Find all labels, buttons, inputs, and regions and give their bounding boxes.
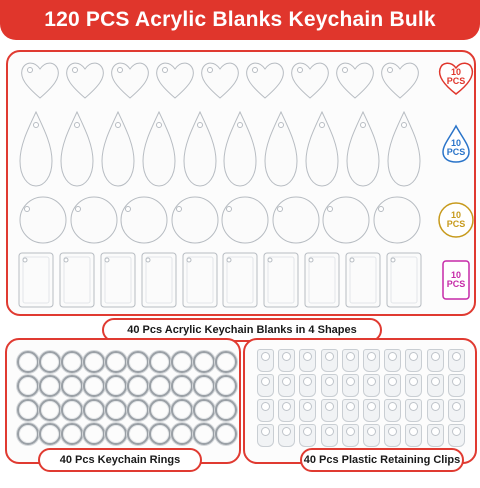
keychain-ring-icon — [171, 423, 193, 445]
retaining-clip-icon — [278, 374, 295, 397]
teardrop-blank — [141, 109, 177, 189]
retaining-clip-icon — [384, 349, 401, 372]
teardrop-blank — [386, 109, 422, 189]
keychain-ring-icon — [61, 399, 83, 421]
circle-blank — [18, 195, 68, 245]
rectangle-blank — [100, 252, 136, 308]
rectangle-blank — [59, 252, 95, 308]
retaining-clip-icon — [299, 374, 316, 397]
heart-blank — [108, 58, 152, 102]
keychain-ring-icon — [105, 423, 127, 445]
retaining-clip-icon — [363, 424, 380, 447]
keychain-ring-icon — [17, 399, 39, 421]
retaining-clip-icon — [427, 349, 444, 372]
rectangle-blank — [345, 252, 381, 308]
teardrop-blank — [222, 109, 258, 189]
teardrop-blank — [100, 109, 136, 189]
retaining-clip-icon — [384, 399, 401, 422]
heart-blank — [18, 58, 62, 102]
retaining-clip-icon — [257, 349, 274, 372]
circle-blank — [119, 195, 169, 245]
circle-blank — [321, 195, 371, 245]
retaining-clip-icon — [257, 374, 274, 397]
rectangle-blank — [222, 252, 258, 308]
keychain-ring-icon — [127, 399, 149, 421]
teardrop-blank — [182, 109, 218, 189]
keychain-ring-icon — [39, 399, 61, 421]
keychain-ring-icon — [61, 423, 83, 445]
heart-count-badge — [436, 58, 476, 98]
rectangle-blank — [386, 252, 422, 308]
rectangle-badge-label: 10 PCS — [446, 270, 466, 289]
retaining-clip-icon — [448, 424, 465, 447]
retaining-clip-icon — [448, 374, 465, 397]
retaining-clip-icon — [363, 399, 380, 422]
rectangle-count-badge — [436, 258, 476, 302]
keychain-ring-icon — [83, 399, 105, 421]
blanks-caption: 40 Pcs Acrylic Keychain Blanks in 4 Shapes — [102, 318, 382, 342]
keychain-ring-icon — [193, 351, 215, 373]
heart-blank — [198, 58, 242, 102]
keychain-ring-icon — [215, 399, 237, 421]
retaining-clip-icon — [342, 349, 359, 372]
keychain-ring-icon — [127, 375, 149, 397]
rectangle-blank — [263, 252, 299, 308]
keychain-ring-icon — [105, 375, 127, 397]
heart-blank — [153, 58, 197, 102]
retaining-clip-icon — [427, 424, 444, 447]
keychain-ring-icon — [149, 423, 171, 445]
teardrop-count-badge — [436, 124, 476, 164]
retaining-clip-icon — [278, 349, 295, 372]
keychain-ring-icon — [171, 375, 193, 397]
retaining-clip-icon — [427, 374, 444, 397]
rectangle-blanks-row — [18, 250, 422, 310]
keychain-ring-icon — [83, 351, 105, 373]
keychain-ring-icon — [149, 375, 171, 397]
retaining-clip-icon — [299, 424, 316, 447]
keychain-ring-icon — [61, 351, 83, 373]
rectangle-blank — [304, 252, 340, 308]
keychain-ring-icon — [127, 351, 149, 373]
keychain-ring-icon — [149, 351, 171, 373]
retaining-clip-icon — [321, 349, 338, 372]
keychain-ring-icon — [17, 375, 39, 397]
retaining-clip-icon — [342, 424, 359, 447]
retaining-clip-icon — [448, 349, 465, 372]
heart-badge-label: 10 PCS — [446, 67, 466, 86]
retaining-clip-icon — [448, 399, 465, 422]
title-banner — [0, 0, 480, 40]
circle-badge-label: 10 PCS — [446, 210, 466, 229]
heart-blank — [378, 58, 422, 102]
keychain-ring-icon — [39, 375, 61, 397]
circle-blank — [170, 195, 220, 245]
keychain-ring-icon — [105, 399, 127, 421]
keychain-ring-icon — [215, 351, 237, 373]
retaining-clip-icon — [405, 349, 422, 372]
keychain-ring-icon — [171, 399, 193, 421]
retaining-clip-icon — [405, 399, 422, 422]
retaining-clip-icon — [342, 399, 359, 422]
keychain-ring-icon — [171, 351, 193, 373]
clips-panel — [243, 338, 477, 464]
circle-count-badge — [436, 200, 476, 240]
keychain-ring-icon — [215, 423, 237, 445]
heart-blank — [243, 58, 287, 102]
rings-grid — [17, 350, 231, 446]
retaining-clip-icon — [278, 399, 295, 422]
teardrop-blank — [345, 109, 381, 189]
rectangle-blank — [182, 252, 218, 308]
rectangle-blank — [18, 252, 54, 308]
keychain-ring-icon — [193, 399, 215, 421]
page-title: 120 PCS Acrylic Blanks Keychain Bulk — [44, 8, 436, 31]
teardrop-blank — [59, 109, 95, 189]
heart-blank — [333, 58, 377, 102]
keychain-ring-icon — [17, 423, 39, 445]
clips-caption: 40 Pcs Plastic Retaining Clips — [300, 448, 464, 472]
circle-blank — [372, 195, 422, 245]
teardrop-blank — [263, 109, 299, 189]
keychain-ring-icon — [149, 399, 171, 421]
rings-caption: 40 Pcs Keychain Rings — [38, 448, 202, 472]
retaining-clip-icon — [278, 424, 295, 447]
retaining-clip-icon — [321, 374, 338, 397]
keychain-ring-icon — [39, 351, 61, 373]
teardrop-blank — [18, 109, 54, 189]
teardrop-blanks-row — [18, 108, 422, 190]
retaining-clip-icon — [257, 399, 274, 422]
circle-blank — [220, 195, 270, 245]
retaining-clip-icon — [427, 399, 444, 422]
retaining-clip-icon — [321, 424, 338, 447]
heart-blank — [63, 58, 107, 102]
keychain-ring-icon — [127, 423, 149, 445]
keychain-ring-icon — [83, 375, 105, 397]
keychain-ring-icon — [215, 375, 237, 397]
circle-blank — [271, 195, 321, 245]
clips-grid — [255, 348, 467, 448]
blanks-panel — [6, 50, 476, 316]
teardrop-blank — [304, 109, 340, 189]
heart-blank — [288, 58, 332, 102]
keychain-ring-icon — [39, 423, 61, 445]
retaining-clip-icon — [384, 424, 401, 447]
retaining-clip-icon — [342, 374, 359, 397]
retaining-clip-icon — [405, 424, 422, 447]
rings-panel — [5, 338, 241, 464]
circle-blanks-row — [18, 192, 422, 248]
retaining-clip-icon — [299, 399, 316, 422]
keychain-ring-icon — [193, 375, 215, 397]
retaining-clip-icon — [363, 374, 380, 397]
keychain-ring-icon — [105, 351, 127, 373]
rectangle-blank — [141, 252, 177, 308]
circle-blank — [69, 195, 119, 245]
keychain-ring-icon — [83, 423, 105, 445]
heart-blanks-row — [18, 56, 422, 104]
retaining-clip-icon — [321, 399, 338, 422]
retaining-clip-icon — [299, 349, 316, 372]
retaining-clip-icon — [384, 374, 401, 397]
keychain-ring-icon — [193, 423, 215, 445]
keychain-ring-icon — [61, 375, 83, 397]
retaining-clip-icon — [363, 349, 380, 372]
retaining-clip-icon — [405, 374, 422, 397]
retaining-clip-icon — [257, 424, 274, 447]
teardrop-badge-label: 10 PCS — [446, 138, 466, 157]
keychain-ring-icon — [17, 351, 39, 373]
